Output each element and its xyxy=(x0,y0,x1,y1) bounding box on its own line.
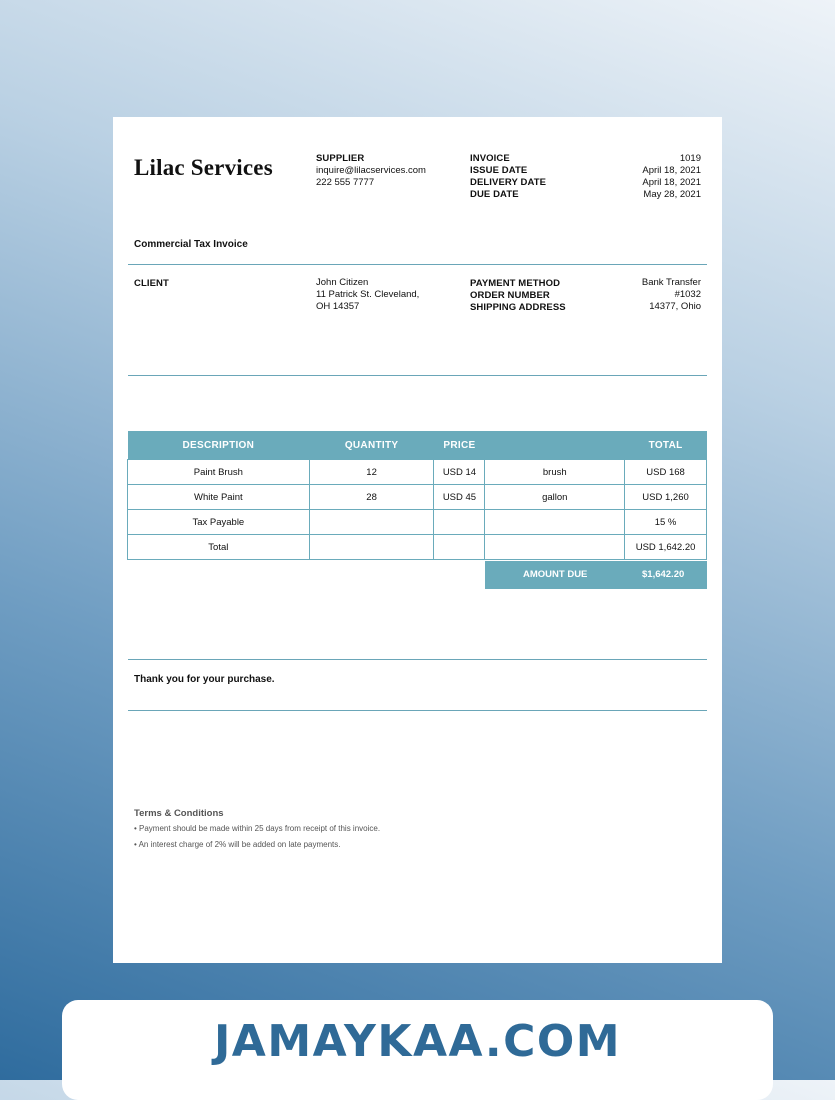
divider xyxy=(128,659,707,660)
cell-unit: gallon xyxy=(485,485,625,510)
client-address-line2: OH 14357 xyxy=(316,301,360,312)
cell-quantity: 12 xyxy=(309,460,434,485)
terms-line: • An interest charge of 2% will be added on late payments. xyxy=(134,840,341,849)
column-header-price: PRICE xyxy=(434,431,485,460)
table-row xyxy=(128,510,707,535)
invoice-number-label: INVOICE xyxy=(470,153,510,164)
cell-price: USD 45 xyxy=(434,485,485,510)
cell-total: USD 168 xyxy=(625,460,707,485)
footer-banner xyxy=(62,1000,773,1100)
due-date-value: May 28, 2021 xyxy=(643,189,701,200)
cell-price xyxy=(434,510,485,535)
table-row xyxy=(128,485,707,510)
cell-description: Tax Payable xyxy=(128,510,310,535)
payment-method-value: Bank Transfer xyxy=(641,277,701,288)
shipping-address-label: SHIPPING ADDRESS xyxy=(470,302,566,313)
column-header-total: TOTAL xyxy=(625,431,707,460)
cell-unit: brush xyxy=(485,460,625,485)
amount-due-box xyxy=(485,561,707,589)
client-address-line1: 11 Patrick St. Cleveland, xyxy=(316,289,420,300)
terms-line: • Payment should be made within 25 days from receipt of this invoice. xyxy=(134,824,381,833)
invoice-number-value: 1019 xyxy=(679,153,701,164)
thank-you-note: Thank you for your purchase. xyxy=(134,674,275,685)
cell-unit xyxy=(485,510,625,535)
cell-quantity: 28 xyxy=(309,485,434,510)
delivery-date-label: DELIVERY DATE xyxy=(470,177,547,188)
table-row xyxy=(128,535,707,560)
cell-quantity xyxy=(309,535,434,560)
cell-price: USD 14 xyxy=(434,460,485,485)
column-header-unit xyxy=(485,431,625,460)
company-name: Lilac Services xyxy=(134,155,273,180)
amount-due-label: AMOUNT DUE xyxy=(523,569,588,580)
shipping-address-value: 14377, Ohio xyxy=(649,301,701,312)
cell-unit xyxy=(485,535,625,560)
cell-total: 15 % xyxy=(625,510,707,535)
cell-description: Paint Brush xyxy=(128,460,310,485)
column-header-quantity: QUANTITY xyxy=(309,431,434,460)
table-row xyxy=(128,460,707,485)
cell-description: Total xyxy=(128,535,310,560)
cell-quantity xyxy=(309,510,434,535)
column-header-description: DESCRIPTION xyxy=(128,431,310,460)
client-label: CLIENT xyxy=(134,278,169,289)
cell-total: USD 1,642.20 xyxy=(625,535,707,560)
document-title: Commercial Tax Invoice xyxy=(134,239,248,250)
cell-total: USD 1,260 xyxy=(625,485,707,510)
site-watermark: JAMAYKAA.COM xyxy=(213,1016,622,1067)
table-header-row xyxy=(128,431,707,460)
cell-description: White Paint xyxy=(128,485,310,510)
issue-date-value: April 18, 2021 xyxy=(642,165,701,176)
payment-method-label: PAYMENT METHOD xyxy=(470,278,561,289)
client-name: John Citizen xyxy=(316,277,369,288)
cell-price xyxy=(434,535,485,560)
supplier-label: SUPPLIER xyxy=(316,153,365,164)
items-table xyxy=(127,431,707,560)
issue-date-label: ISSUE DATE xyxy=(470,165,528,176)
amount-due-value: $1,642.20 xyxy=(642,569,685,580)
delivery-date-value: April 18, 2021 xyxy=(642,177,701,188)
order-number-label: ORDER NUMBER xyxy=(470,290,550,301)
supplier-email: inquire@lilacservices.com xyxy=(316,165,426,176)
terms-title: Terms & Conditions xyxy=(134,808,224,819)
due-date-label: DUE DATE xyxy=(470,189,519,200)
supplier-phone: 222 555 7777 xyxy=(316,177,375,188)
divider xyxy=(128,264,707,265)
invoice-page xyxy=(113,117,722,963)
divider xyxy=(128,375,707,376)
order-number-value: #1032 xyxy=(674,289,701,300)
divider xyxy=(128,710,707,711)
